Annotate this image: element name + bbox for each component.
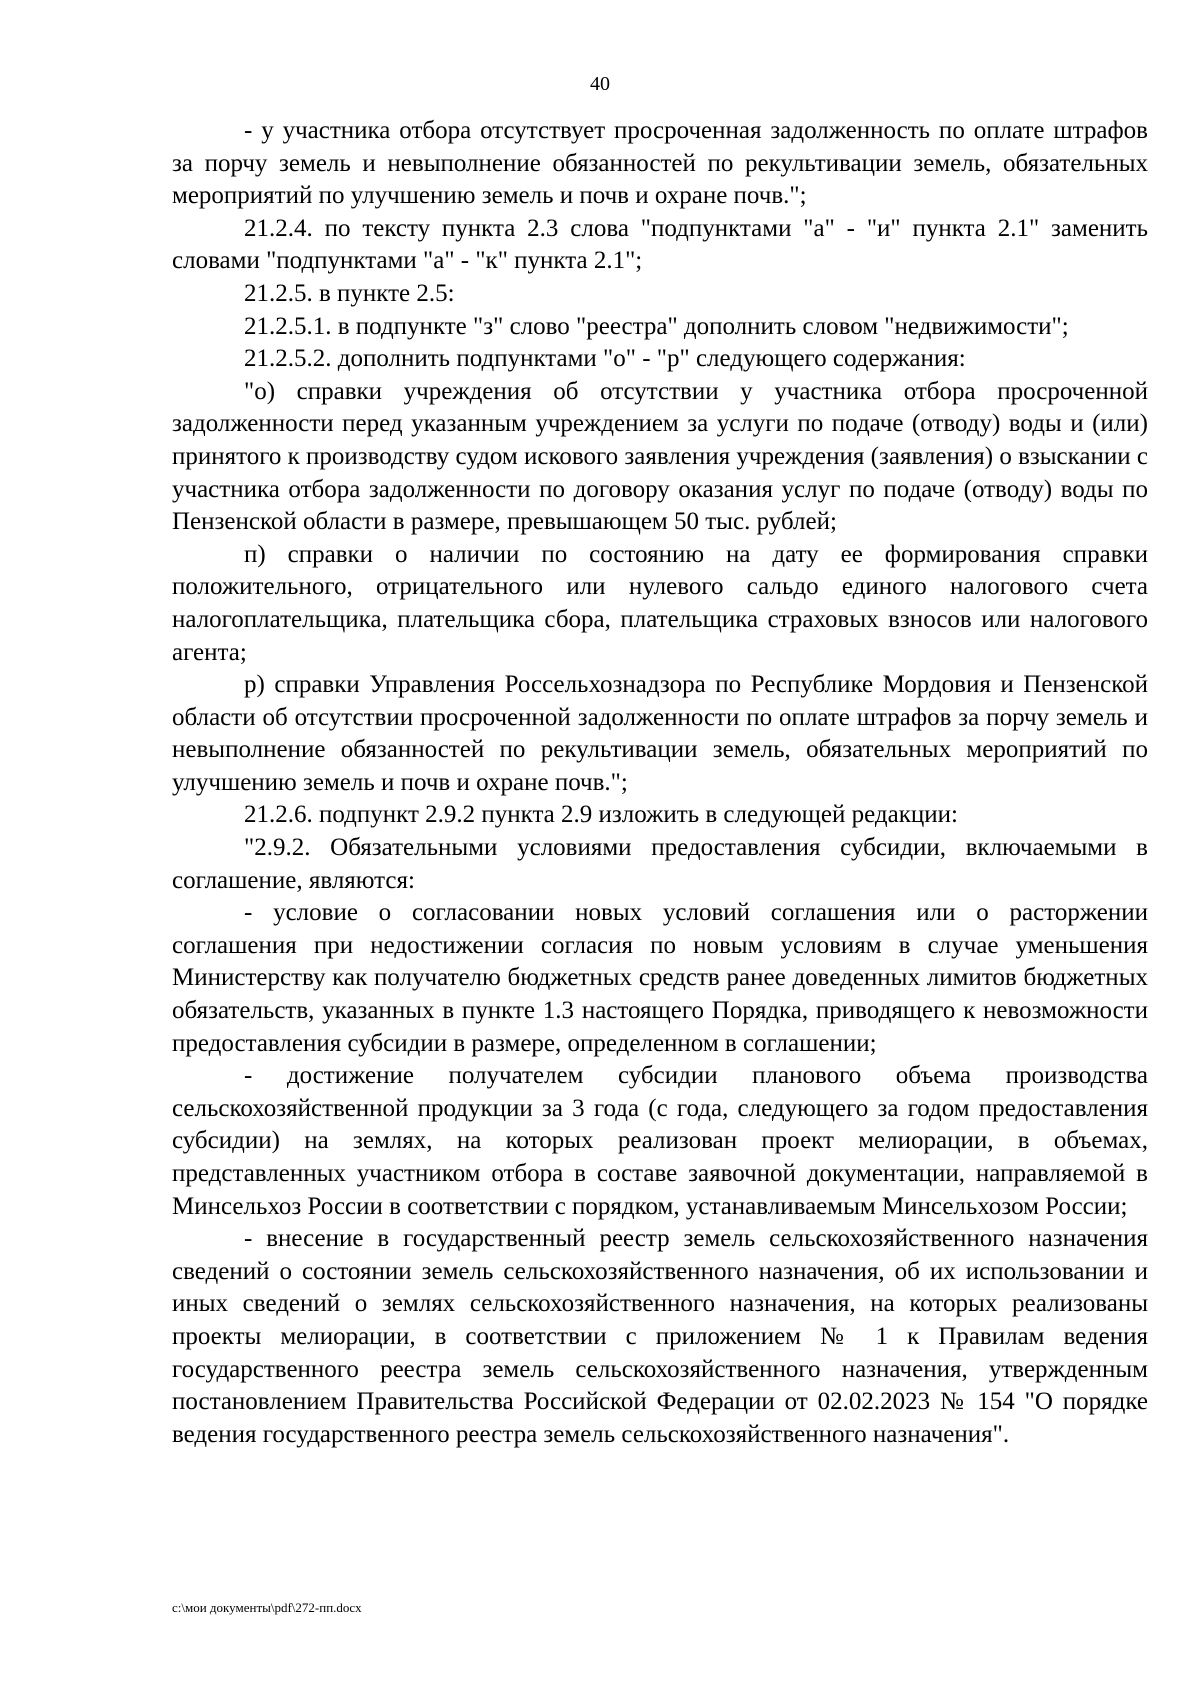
paragraph: п) справки о наличии по состоянию на дату ее формирования справки положительного, отрицательного или нулевого сальдо единого налогового счета налогоплательщика, плательщика сбора, плательщика страховых взносов или налогового агента; — [172, 540, 1148, 666]
paragraph: - достижение получателем субсидии планового объема производства сельскохозяйственной продукции за 3 года (с года, следующего за годом предоставления субсидии) на землях, на которых реализован проект мелиорации, в объемах, представленных участником отбора в составе заявочной документации, направляемой в Минсельхоз России в соответствии с порядком, устанавливаемым Минсельхозом России; — [172, 1062, 1148, 1220]
paragraph: р) справки Управления Россельхознадзора по Республике Мордовия и Пензенской области об отсутствии просроченной задолженности по оплате штрафов за порчу земель и невыполнение обязанностей по рекультивации земель, обязательных мероприятий по улучшению земель и почв и охране почв."; — [172, 671, 1148, 796]
paragraph: "о) справки учреждения об отсутствии у участника отбора просроченной задолженности перед указанным учреждением за услуги по подаче (отводу) воды и (или) принятого к производству судом искового заявления учреждения (заявления) о взыскании с участника отбора задолженности по договору оказания услуг по подаче (отводу) воды по Пензенской области в размере, превышающем 50 тыс. рублей; — [172, 377, 1149, 536]
page-number: 40 — [590, 73, 610, 95]
paragraph: "2.9.2. Обязательными условиями предоставления субсидии, включаемыми в соглашение, являются: — [172, 834, 1148, 894]
document-body — [172, 115, 1148, 1451]
paragraph: 21.2.4. по тексту пункта 2.3 слова "подпунктами "а" - "и" пункта 2.1" заменить словами "подпунктами "а" - "к" пункта 2.1"; — [172, 214, 1148, 275]
paragraph: 21.2.5.1. в подпункте "з" слово "реестра" дополнить словом "недвижимости"; — [244, 312, 1069, 340]
paragraph: 21.2.5.2. дополнить подпунктами "о" - "р" следующего содержания: — [244, 345, 966, 373]
paragraph: - внесение в государственный реестр земель сельскохозяйственного назначения сведений о состоянии земель сельскохозяйственного назначения, об их использовании и иных сведений о землях сельскохозяйственного назначения, на которых реализованы проекты мелиорации, в соответствии с приложением № 1 к Правилам ведения государственного реестра земель сельскохозяйственного назначения, утвержденным постановлением Правительства Российской Федерации от 02.02.2023 № 154 "О порядке ведения государственного реестра земель сельскохозяйственного назначения". — [172, 1225, 1148, 1448]
footer-file-path: c:\мои документы\pdf\272-пп.docx — [172, 1600, 362, 1615]
paragraph: - у участника отбора отсутствует просроченная задолженность по оплате штрафов за порчу земель и невыполнение обязанностей по рекультивации земель, обязательных мероприятий по улучшению земель и почв и охране почв."; — [172, 117, 1148, 210]
paragraph: - условие о согласовании новых условий соглашения или о расторжении соглашения при недостижении согласия по новым условиям в случае уменьшения Министерству как получателю бюджетных средств ранее доведенных лимитов бюджетных обязательств, указанных в пункте 1.3 настоящего Порядка, приводящего к невозможности предоставления субсидии в размере, определенном в соглашении; — [172, 899, 1148, 1057]
paragraph: 21.2.5. в пункте 2.5: — [244, 279, 455, 307]
paragraph: 21.2.6. подпункт 2.9.2 пункта 2.9 изложить в следующей редакции: — [244, 801, 958, 829]
